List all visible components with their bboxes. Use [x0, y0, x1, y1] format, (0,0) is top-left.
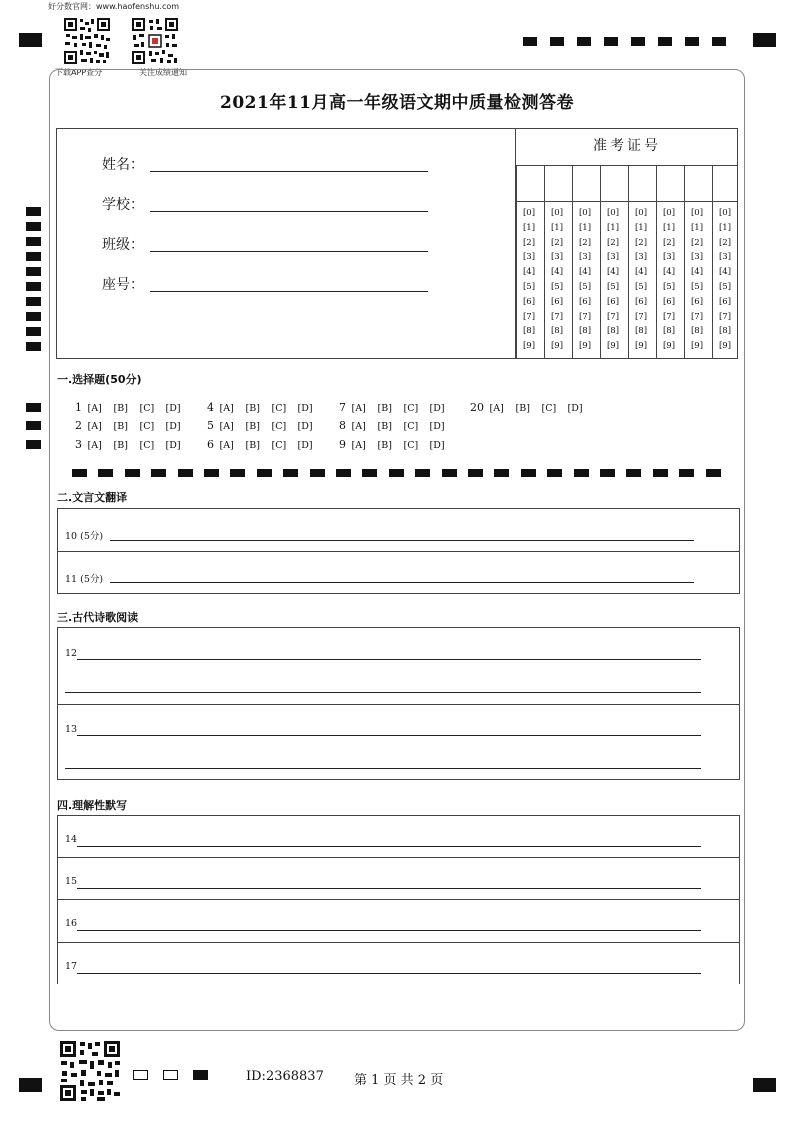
ticket-digit-bubble[interactable]: [4] [522, 267, 536, 278]
website-text: 好分数官网：www.haofenshu.com [48, 2, 180, 11]
ticket-digit-bubble[interactable]: [1] [690, 222, 704, 233]
page-indicator-box-3 [193, 1070, 208, 1080]
question-label-15: 15 [65, 876, 78, 887]
qr-code-download [63, 17, 111, 65]
seat-label: 座号： [102, 277, 144, 293]
school-field[interactable] [150, 211, 428, 212]
ticket-digit-column-3[interactable] [573, 206, 597, 354]
ticket-digit-bubble[interactable]: [0] [522, 208, 536, 218]
ticket-digit-bubble[interactable]: [5] [550, 281, 564, 292]
ticket-digit-bubble[interactable]: [0] [606, 208, 620, 218]
ticket-digit-bubble[interactable]: [1] [662, 222, 676, 233]
ticket-digit-bubble[interactable]: [8] [662, 326, 676, 337]
ticket-digit-bubble[interactable]: [1] [522, 222, 536, 233]
mc-question-9[interactable]: 9 [A] [B] [C] [D] [339, 438, 445, 451]
ticket-digit-bubble[interactable]: [7] [690, 311, 704, 322]
ticket-digit-bubble[interactable]: [0] [578, 208, 592, 218]
registration-mark-bottom-left [19, 1078, 42, 1092]
ticket-digit-bubble[interactable]: [5] [662, 281, 676, 292]
mc-question-3[interactable]: 3 [A] [B] [C] [D] [75, 438, 181, 451]
answer-line-11[interactable] [110, 582, 694, 583]
ticket-digit-bubble[interactable]: [9] [550, 341, 564, 352]
answer-line-15[interactable] [77, 888, 701, 889]
question-label-16: 16 [65, 918, 78, 929]
ticket-digit-bubble[interactable]: [4] [578, 267, 592, 278]
question-label-14: 14 [65, 834, 78, 845]
question-label-10: 10 (5分) [65, 531, 104, 542]
ticket-digit-bubble[interactable]: [3] [606, 252, 620, 263]
section-poetry-heading: 三.古代诗歌阅读 [57, 611, 139, 624]
name-field[interactable] [150, 171, 428, 172]
answer-line-17[interactable] [77, 973, 701, 974]
page-number: 第 1 页 共 2 页 [354, 1073, 444, 1088]
ticket-digit-bubble[interactable]: [7] [718, 311, 732, 322]
class-label: 班级： [102, 237, 144, 253]
ticket-digit-bubble[interactable]: [4] [718, 267, 732, 278]
question-label-13: 13 [65, 724, 78, 735]
ticket-digit-bubble[interactable]: [6] [718, 296, 732, 307]
ticket-digit-bubble[interactable]: [5] [606, 281, 620, 292]
ticket-digit-bubble[interactable]: [8] [606, 326, 620, 337]
ticket-digit-bubble[interactable]: [5] [578, 281, 592, 292]
answer-line-10[interactable] [110, 540, 694, 541]
qr-code-follow [131, 17, 179, 65]
answer-line-12b[interactable] [65, 692, 701, 693]
ticket-digit-bubble[interactable]: [3] [634, 252, 648, 263]
school-label: 学校： [102, 197, 144, 213]
answer-box-12[interactable] [57, 627, 740, 705]
ticket-digit-bubble[interactable]: [6] [634, 296, 648, 307]
ticket-digit-bubble[interactable]: [6] [662, 296, 676, 307]
ticket-digit-bubble[interactable]: [8] [718, 326, 732, 337]
ticket-digit-bubble[interactable]: [6] [690, 296, 704, 307]
ticket-digit-bubble[interactable]: [9] [578, 341, 592, 352]
section-choice-heading: 一.选择题(50分) [57, 373, 142, 386]
page-indicator-box-1 [133, 1070, 148, 1080]
section-translation-heading: 二.文言文翻译 [57, 491, 128, 504]
ticket-digit-bubble[interactable]: [1] [578, 222, 592, 233]
class-field[interactable] [150, 251, 428, 252]
page-indicator-box-2 [163, 1070, 178, 1080]
ticket-digit-bubble[interactable]: [8] [634, 326, 648, 337]
ticket-digit-bubble[interactable]: [2] [718, 237, 732, 248]
ticket-digit-bubble[interactable]: [5] [634, 281, 648, 292]
ticket-digit-column-4[interactable] [601, 206, 625, 354]
ticket-digit-bubble[interactable]: [8] [522, 326, 536, 337]
ticket-digit-bubble[interactable]: [9] [522, 341, 536, 352]
answer-box-14[interactable] [57, 815, 740, 858]
mc-question-4[interactable]: 4 [A] [B] [C] [D] [207, 401, 313, 414]
ticket-digit-bubble[interactable]: [0] [690, 208, 704, 218]
ticket-digit-bubble[interactable]: [0] [634, 208, 648, 218]
ticket-digit-bubble[interactable]: [9] [690, 341, 704, 352]
answer-line-13b[interactable] [65, 768, 701, 769]
answer-box-11[interactable] [57, 551, 740, 594]
question-label-12: 12 [65, 648, 78, 659]
ticket-digit-bubble[interactable]: [2] [662, 237, 676, 248]
question-label-11: 11 (5分) [65, 574, 104, 585]
ticket-digit-bubble[interactable]: [3] [718, 252, 732, 263]
section-dictation-heading: 四.理解性默写 [57, 799, 128, 812]
ticket-digit-column-8[interactable] [713, 206, 737, 354]
ticket-digit-bubble[interactable]: [6] [606, 296, 620, 307]
ticket-digit-bubble[interactable]: [4] [606, 267, 620, 278]
ticket-digit-bubble[interactable]: [5] [690, 281, 704, 292]
page-title: 2021年11月高一年级语文期中质量检测答卷 [220, 93, 574, 113]
ticket-digit-bubble[interactable]: [3] [578, 252, 592, 263]
mc-question-6[interactable]: 6 [A] [B] [C] [D] [207, 438, 313, 451]
registration-mark-top-left [19, 33, 42, 47]
ticket-digit-bubble[interactable]: [8] [550, 326, 564, 337]
qr-code-footer [59, 1040, 121, 1102]
answer-line-14[interactable] [77, 846, 701, 847]
ticket-digit-bubble[interactable]: [9] [718, 341, 732, 352]
ticket-digit-bubble[interactable]: [2] [550, 237, 564, 248]
answer-box-15[interactable] [57, 857, 740, 900]
question-label-17: 17 [65, 961, 78, 972]
ticket-digit-bubble[interactable]: [6] [578, 296, 592, 307]
ticket-digit-bubble[interactable]: [2] [606, 237, 620, 248]
ticket-digit-bubble[interactable]: [6] [522, 296, 536, 307]
ticket-digit-bubble[interactable]: [3] [690, 252, 704, 263]
ticket-digit-bubble[interactable]: [2] [522, 237, 536, 248]
ticket-digit-bubble[interactable]: [8] [690, 326, 704, 337]
ticket-digit-column-2[interactable] [545, 206, 569, 354]
mc-question-20[interactable]: 20 [A] [B] [C] [D] [470, 401, 583, 414]
ticket-digit-column-6[interactable] [657, 206, 681, 354]
ticket-digit-bubble[interactable]: [9] [634, 341, 648, 352]
download-app-label: 下载APP查分 [55, 68, 103, 77]
ticket-digit-bubble[interactable]: [7] [634, 311, 648, 322]
ticket-digit-column-5[interactable] [629, 206, 653, 354]
mc-question-8[interactable]: 8 [A] [B] [C] [D] [339, 419, 445, 432]
registration-mark-bottom-right [753, 1078, 776, 1092]
answer-line-16[interactable] [77, 930, 701, 931]
ticket-digit-bubble[interactable]: [7] [578, 311, 592, 322]
mc-question-5[interactable]: 5 [A] [B] [C] [D] [207, 419, 313, 432]
follow-score-label: 关注成绩通知 [139, 68, 187, 77]
answer-line-12a[interactable] [77, 659, 701, 660]
ticket-digit-bubble[interactable]: [4] [550, 267, 564, 278]
ticket-digit-bubble[interactable]: [1] [718, 222, 732, 233]
ticket-digit-bubble[interactable]: [9] [606, 341, 620, 352]
ticket-digit-bubble[interactable]: [5] [522, 281, 536, 292]
answer-box-10[interactable] [57, 508, 740, 552]
mc-question-7[interactable]: 7 [A] [B] [C] [D] [339, 401, 445, 414]
ticket-digit-bubble[interactable]: [9] [662, 341, 676, 352]
registration-mark-top-right [753, 33, 776, 47]
ticket-digit-bubble[interactable]: [8] [578, 326, 592, 337]
mc-question-2[interactable]: 2 [A] [B] [C] [D] [75, 419, 181, 432]
ticket-digit-bubble[interactable]: [0] [550, 208, 564, 218]
ticket-digit-bubble[interactable]: [7] [606, 311, 620, 322]
ticket-digit-bubble[interactable]: [3] [662, 252, 676, 263]
ticket-digit-bubble[interactable]: [1] [550, 222, 564, 233]
ticket-digit-bubble[interactable]: [3] [550, 252, 564, 263]
ticket-digit-bubble[interactable]: [0] [662, 208, 676, 218]
ticket-digit-bubble[interactable]: [2] [578, 237, 592, 248]
ticket-digit-bubble[interactable]: [1] [634, 222, 648, 233]
ticket-digit-bubble[interactable]: [7] [550, 311, 564, 322]
seat-field[interactable] [150, 291, 428, 292]
ticket-digit-column-1[interactable] [517, 206, 541, 354]
ticket-digit-bubble[interactable]: [4] [662, 267, 676, 278]
ticket-number-title: 准考证号 [516, 128, 738, 166]
sheet-id: ID:2368837 [246, 1069, 324, 1084]
ticket-digit-bubble[interactable]: [7] [522, 311, 536, 322]
ticket-digit-bubble[interactable]: [2] [634, 237, 648, 248]
ticket-digit-bubble[interactable]: [2] [690, 237, 704, 248]
name-label: 姓名： [102, 157, 144, 173]
ticket-digit-bubble[interactable]: [0] [718, 208, 732, 218]
ticket-digit-bubble[interactable]: [7] [662, 311, 676, 322]
ticket-digit-column-7[interactable] [685, 206, 709, 354]
ticket-digit-bubble[interactable]: [3] [522, 252, 536, 263]
ticket-digit-bubble[interactable]: [6] [550, 296, 564, 307]
answer-box-17[interactable] [57, 942, 740, 984]
ticket-digit-bubble[interactable]: [4] [690, 267, 704, 278]
ticket-digit-bubble[interactable]: [1] [606, 222, 620, 233]
mc-question-1[interactable]: 1 [A] [B] [C] [D] [75, 401, 181, 414]
ticket-digit-bubble[interactable]: [4] [634, 267, 648, 278]
answer-line-13a[interactable] [77, 735, 701, 736]
ticket-digit-bubble[interactable]: [5] [718, 281, 732, 292]
answer-box-16[interactable] [57, 899, 740, 943]
